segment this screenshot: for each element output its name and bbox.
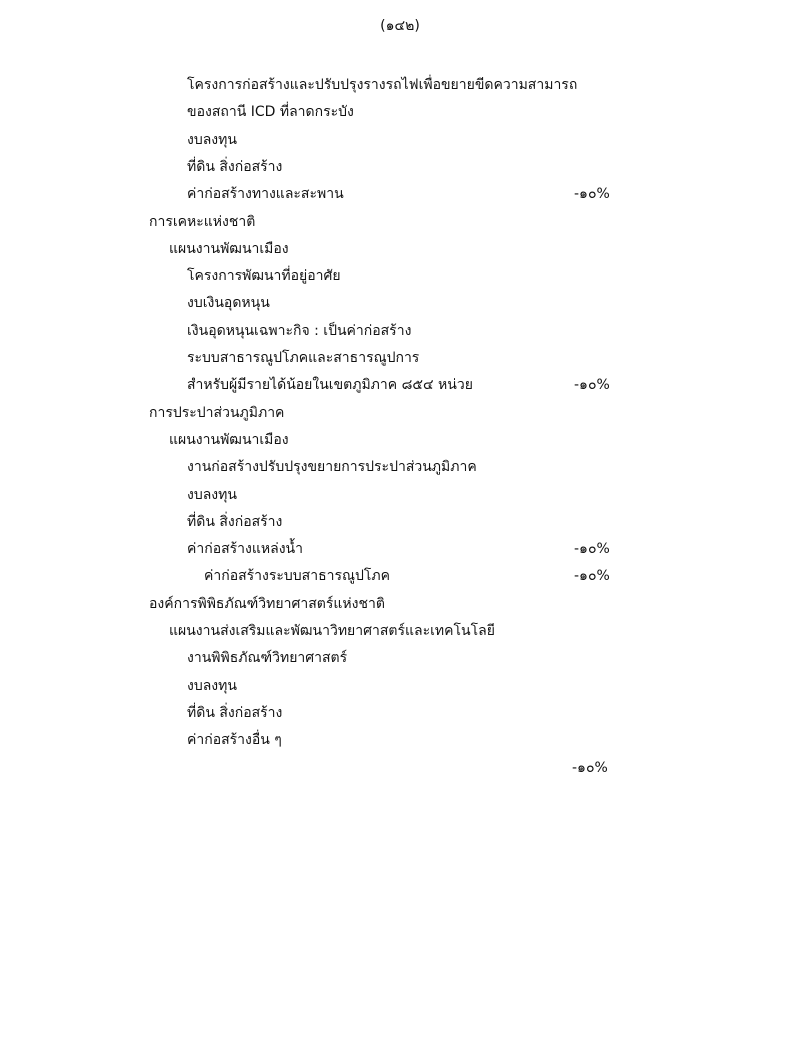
document-line: ที่ดิน สิ่งก่อสร้าง <box>187 514 283 530</box>
percentage-value: -๑๐% <box>574 568 610 584</box>
page-number: (๑๔๒) <box>380 18 420 34</box>
document-line: ค่าก่อสร้างอื่น ๆ <box>187 732 282 748</box>
document-line: การเคหะแห่งชาติ <box>149 214 256 230</box>
document-line: แผนงานพัฒนาเมือง <box>169 241 289 257</box>
document-line: โครงการก่อสร้างและปรับปรุงรางรถไฟเพื่อขยายขีดความสามารถ <box>187 77 578 93</box>
document-line: ระบบสาธารณูปโภคและสาธารณูปการ <box>187 350 420 366</box>
document-line: ค่าก่อสร้างแหล่งน้ำ <box>187 541 303 557</box>
document-line: ที่ดิน สิ่งก่อสร้าง <box>187 159 283 175</box>
document-line: องค์การพิพิธภัณฑ์วิทยาศาสตร์แห่งชาติ <box>149 596 385 612</box>
document-line: การประปาส่วนภูมิภาค <box>149 405 285 421</box>
document-line: งบเงินอุดหนุน <box>187 295 270 311</box>
document-line: ที่ดิน สิ่งก่อสร้าง <box>187 705 283 721</box>
document-line: แผนงานส่งเสริมและพัฒนาวิทยาศาสตร์และเทคโนโลยี <box>169 623 495 639</box>
document-line: ของสถานี ICD ที่ลาดกระบัง <box>187 104 354 120</box>
document-line: แผนงานพัฒนาเมือง <box>169 432 289 448</box>
document-line: ค่าก่อสร้างทางและสะพาน <box>187 186 344 202</box>
document-line: ค่าก่อสร้างระบบสาธารณูปโภค <box>204 568 391 584</box>
document-line: งบลงทุน <box>187 678 237 694</box>
percentage-value: -๑๐% <box>572 760 608 776</box>
document-line: งานก่อสร้างปรับปรุงขยายการประปาส่วนภูมิภาค <box>187 459 477 475</box>
percentage-value: -๑๐% <box>574 377 610 393</box>
document-line: สำหรับผู้มีรายได้น้อยในเขตภูมิภาค ๘๕๔ หน่วย <box>187 377 473 393</box>
percentage-value: -๑๐% <box>574 186 610 202</box>
percentage-value: -๑๐% <box>574 541 610 557</box>
document-line: โครงการพัฒนาที่อยู่อาศัย <box>187 268 341 284</box>
document-line: งานพิพิธภัณฑ์วิทยาศาสตร์ <box>187 650 348 666</box>
document-line: งบลงทุน <box>187 132 237 148</box>
document-line: งบลงทุน <box>187 487 237 503</box>
document-line: เงินอุดหนุนเฉพาะกิจ : เป็นค่าก่อสร้าง <box>187 323 412 339</box>
